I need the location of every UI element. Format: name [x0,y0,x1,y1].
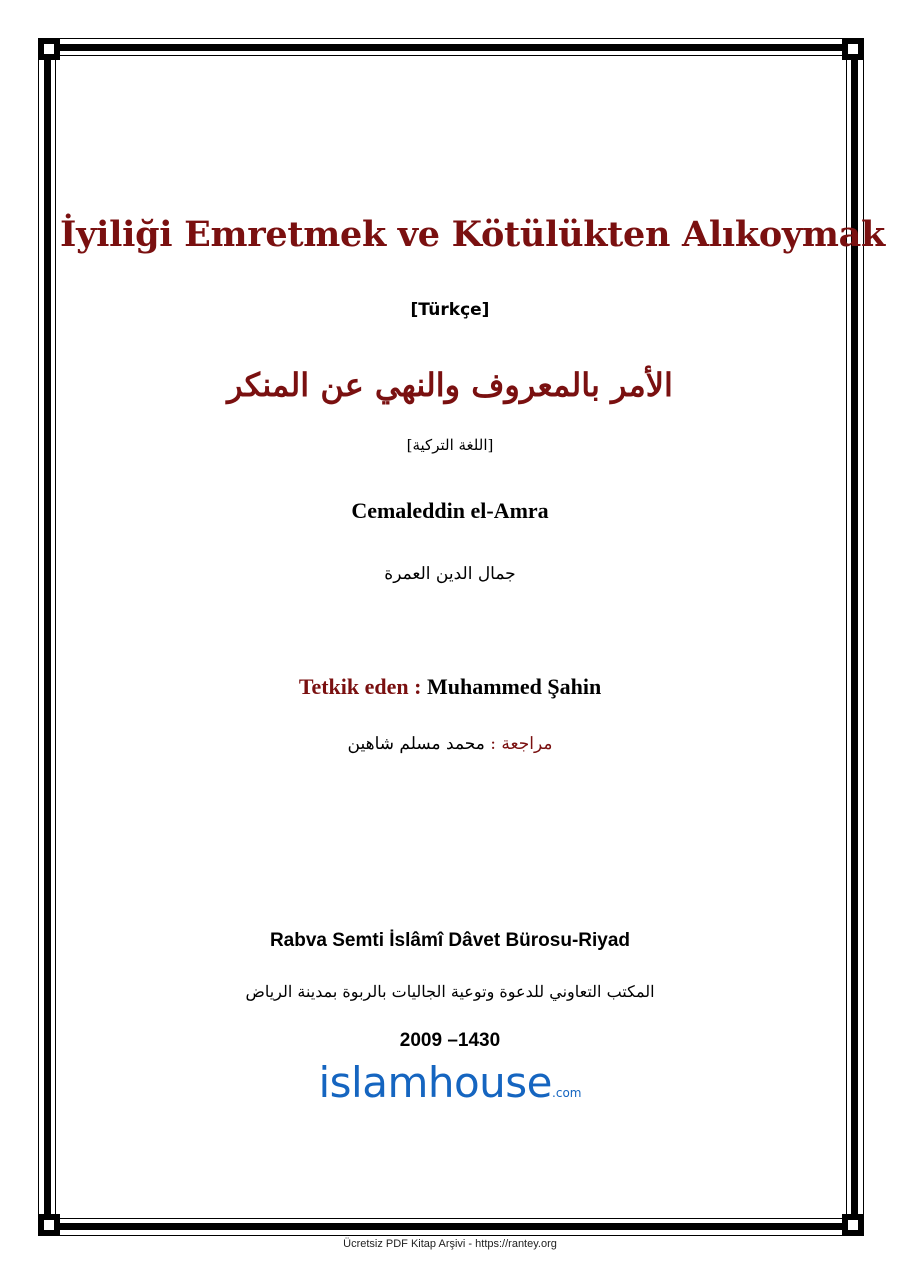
arabic-language-label: [اللغة التركية] [406,436,494,454]
document-title: İyiliği Emretmek ve Kötülükten Alıkoymak [60,214,885,255]
border-corner-bottom-left [38,1214,60,1236]
arabic-reviewer-name: محمد مسلم شاهين [347,734,485,754]
arabic-author-name: جمال الدين العمرة [384,564,516,584]
border-corner-top-left [38,38,60,60]
border-corner-top-right [842,38,864,60]
footer-watermark: Ücretsiz PDF Kitap Arşivi - https://rantey.org [343,1238,557,1250]
author-name: Cemaleddin el-Amra [351,498,549,523]
office-name: Rabva Semti İslâmî Dâvet Bürosu-Riyad [269,930,631,951]
arabic-title: الأمر بالمعروف والنهي عن المنكر [227,366,673,404]
logo-main-text: islamhouse [318,1058,553,1107]
reviewer-line [60,674,840,700]
reviewer-label: Tetkik eden : [298,674,422,699]
border-corner-bottom-right [842,1214,864,1236]
language-label: [Türkçe] [410,300,490,320]
islamhouse-logo [60,1058,840,1107]
reviewer-name: Muhammed Şahin [426,674,602,699]
arabic-reviewer-label: مراجعة : [490,734,553,754]
publication-year: 2009 –1430 [399,1030,501,1051]
arabic-office-name: المكتب التعاوني للدعوة وتوعية الجاليات بالربوة بمدينة الرياض [245,982,655,1001]
logo-suffix-text: .com [552,1086,582,1100]
arabic-reviewer-line [60,734,840,754]
